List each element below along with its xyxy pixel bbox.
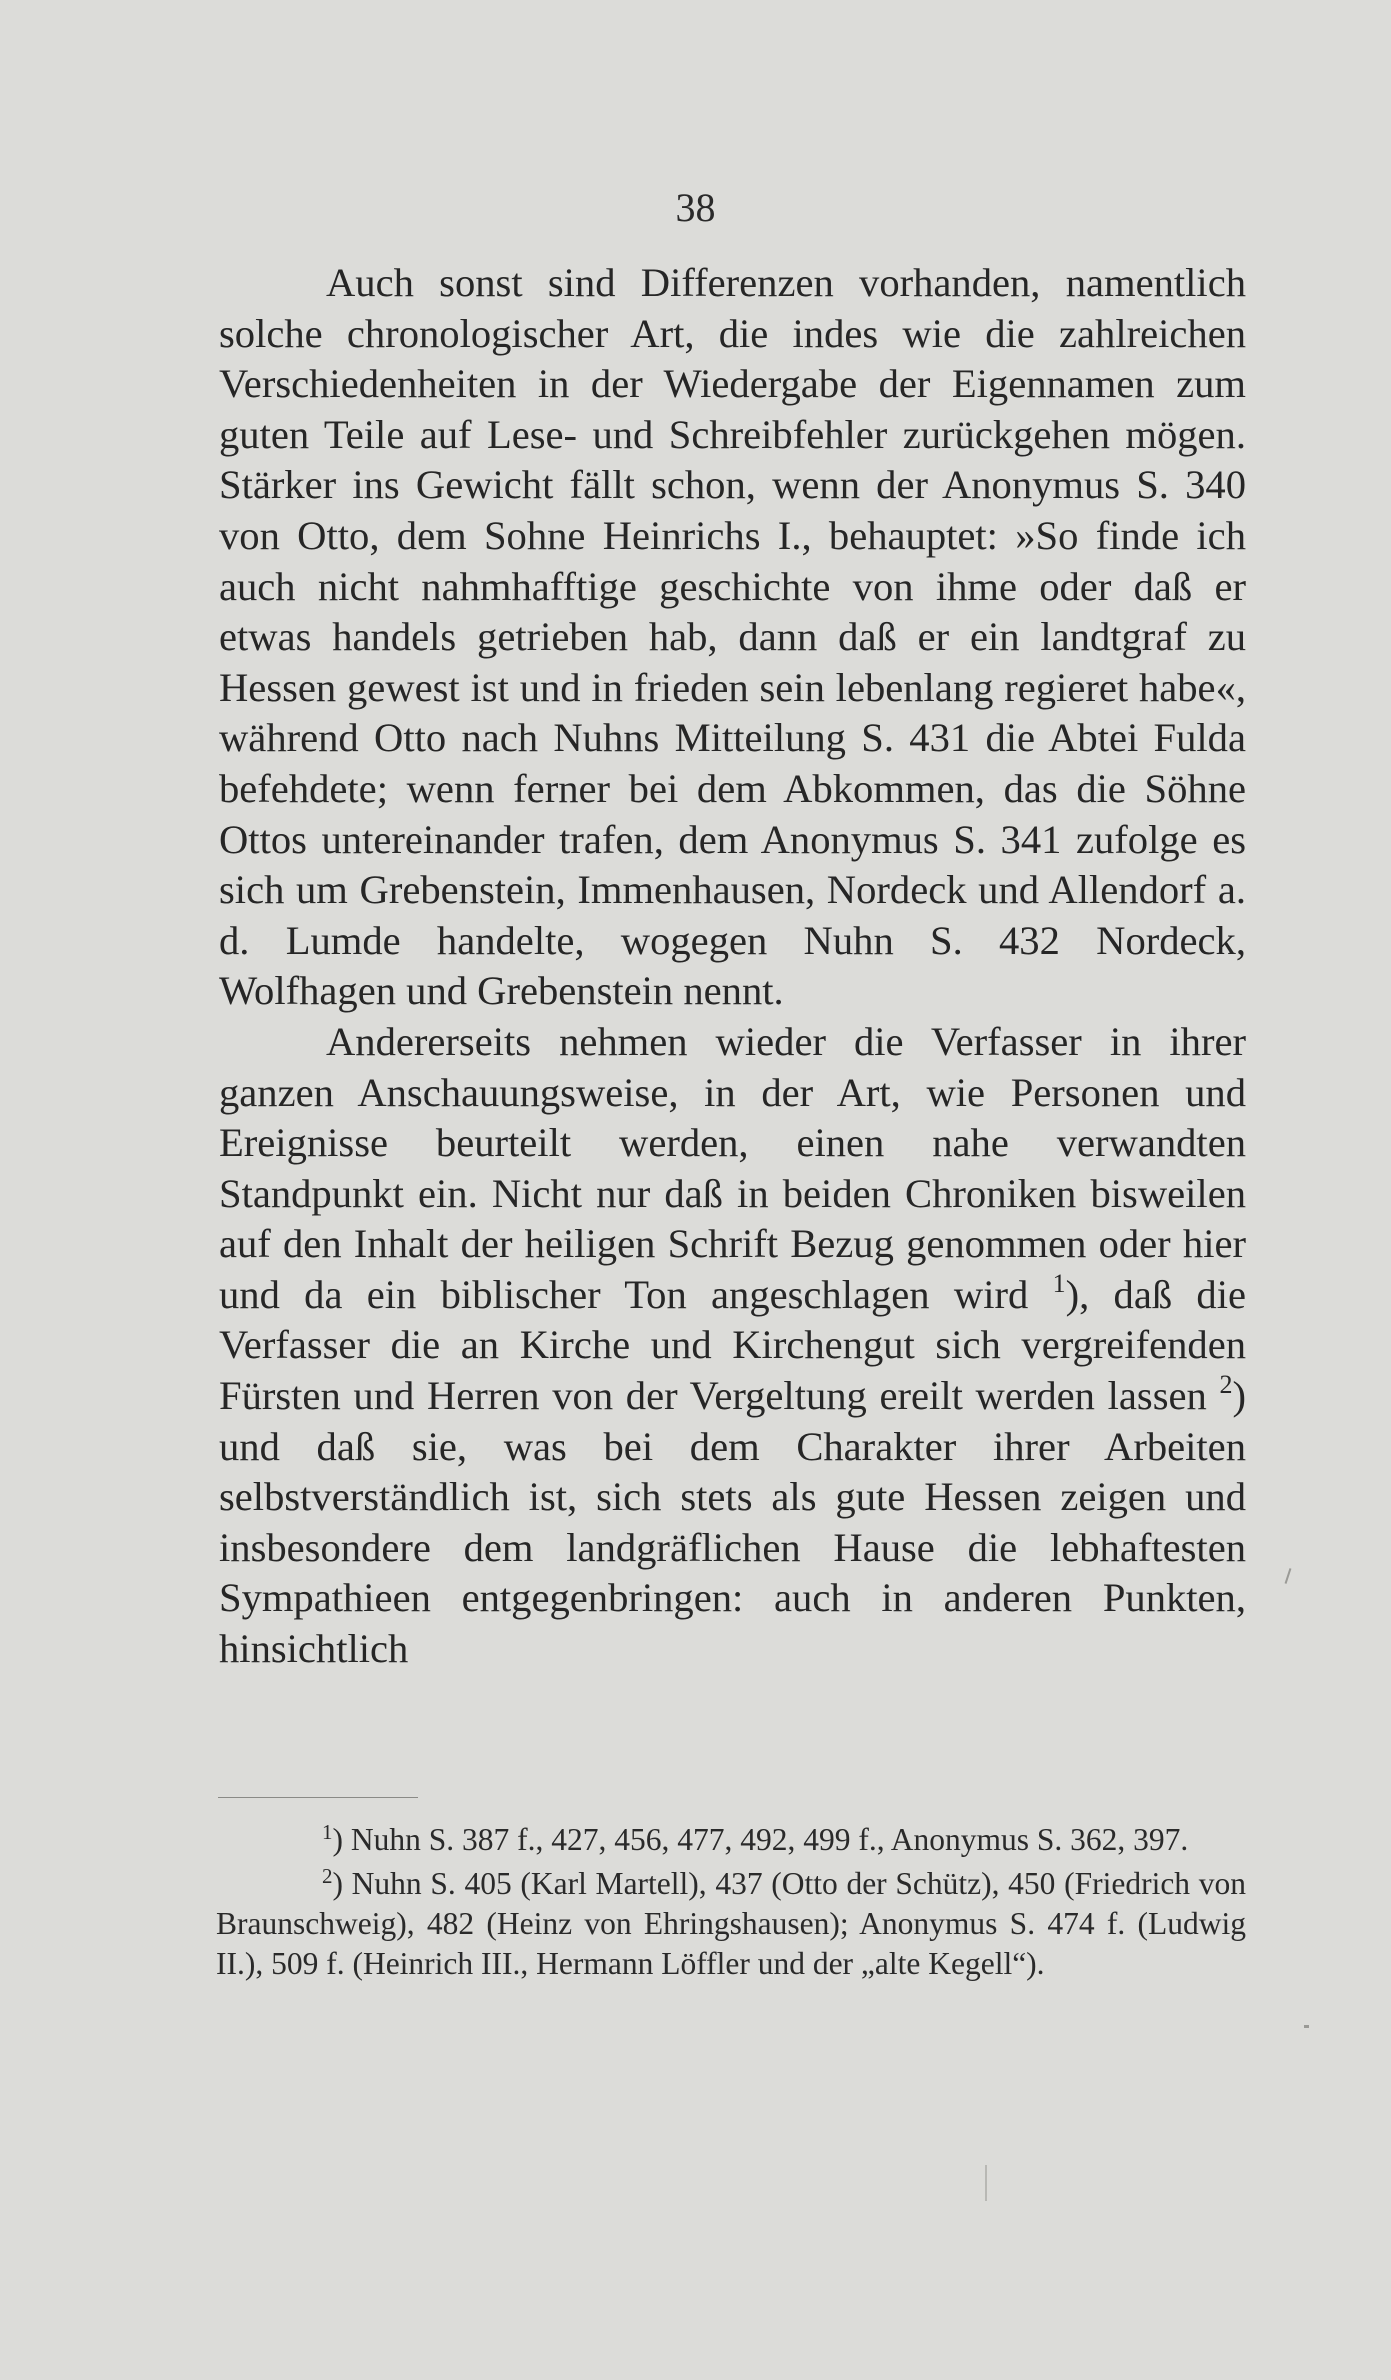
paragraph-2-text-part-2: ), daß die Verfasser die an Kirche und Kirchengut sich vergreifenden Fürsten und Herren von der Vergeltung ereilt werden lassen [219, 1271, 1246, 1419]
paper-speck [1285, 1568, 1292, 1584]
footnote-2 [216, 1864, 1246, 1984]
footnote-reference-1: 1 [1052, 1268, 1066, 1298]
paper-speck [1304, 2025, 1309, 2028]
footnote-divider [218, 1797, 418, 1798]
footnotes [216, 1820, 1246, 1988]
paragraph-2 [219, 1017, 1246, 1675]
footnote-reference-2: 2 [1219, 1370, 1233, 1400]
footnote-1-mark: 1 [322, 1820, 333, 1844]
footnote-1-text: ) Nuhn S. 387 f., 427, 456, 477, 492, 499 f., Anonymus S. 362, 397. [332, 1822, 1189, 1857]
paragraph-1: Auch sonst sind Differenzen vorhanden, namentlich solche chronologischer Art, die indes wie die zahlreichen Verschiedenheiten in der Wiedergabe der Eigennamen zum guten Teile auf Lese- und Schreibfehler zurückgehen mögen. Stärker ins Gewicht fällt schon, wenn der Anonymus S. 340 von Otto, dem Sohne Heinrichs I., behauptet: »So finde ich auch nicht nahmhafftige geschichte von ihme oder daß er etwas handels getrieben hab, dann daß er ein landtgraf zu Hessen gewest ist und in frieden sein lebenlang regieret habe«, während Otto nach Nuhns Mitteilung S. 431 die Abtei Fulda befehdete; wenn ferner bei dem Abkommen, das die Söhne Ottos untereinander trafen, dem Anonymus S. 341 zufolge es sich um Grebenstein, Immenhausen, Nordeck und Allendorf a. d. Lumde handelte, wogegen Nuhn S. 432 Nordeck, Wolfhagen und Grebenstein nennt. [219, 260, 1246, 1014]
footnote-1 [216, 1820, 1246, 1860]
page-number: 38 [675, 185, 716, 230]
footnote-2-text: ) Nuhn S. 405 (Karl Martell), 437 (Otto der Schütz), 450 (Friedrich von Braunschweig), 482 (Heinz von Ehringshausen); Anonymus S. 474 f. (Ludwig II.), 509 f. (Heinrich III., Hermann Löffler und der „alte Kegell“). [216, 1866, 1246, 1981]
paragraph-2-text-part-1: Andererseits nehmen wieder die Verfasser in ihrer ganzen Anschauungsweise, in der Art, wie Personen und Ereignisse beurteilt werden, einen nahe verwandten Standpunkt ein. Nicht nur daß in beiden Chroniken bisweilen auf den Inhalt der heiligen Schrift Bezug genommen oder hier und da ein biblischer Ton angeschlagen wird [219, 1018, 1246, 1317]
paragraph-2-text-part-3: ) und daß sie, was bei dem Charakter ihrer Arbeiten selbstverständlich ist, sich stets als gute Hessen zeigen und insbesondere dem landgräflichen Hause die lebhaftesten Sympathieen entgegenbringen: auch in anderen Punkten, hinsichtlich [219, 1373, 1246, 1672]
main-text [219, 258, 1246, 1675]
footnote-2-mark: 2 [322, 1864, 333, 1888]
paper-speck [985, 2165, 987, 2201]
